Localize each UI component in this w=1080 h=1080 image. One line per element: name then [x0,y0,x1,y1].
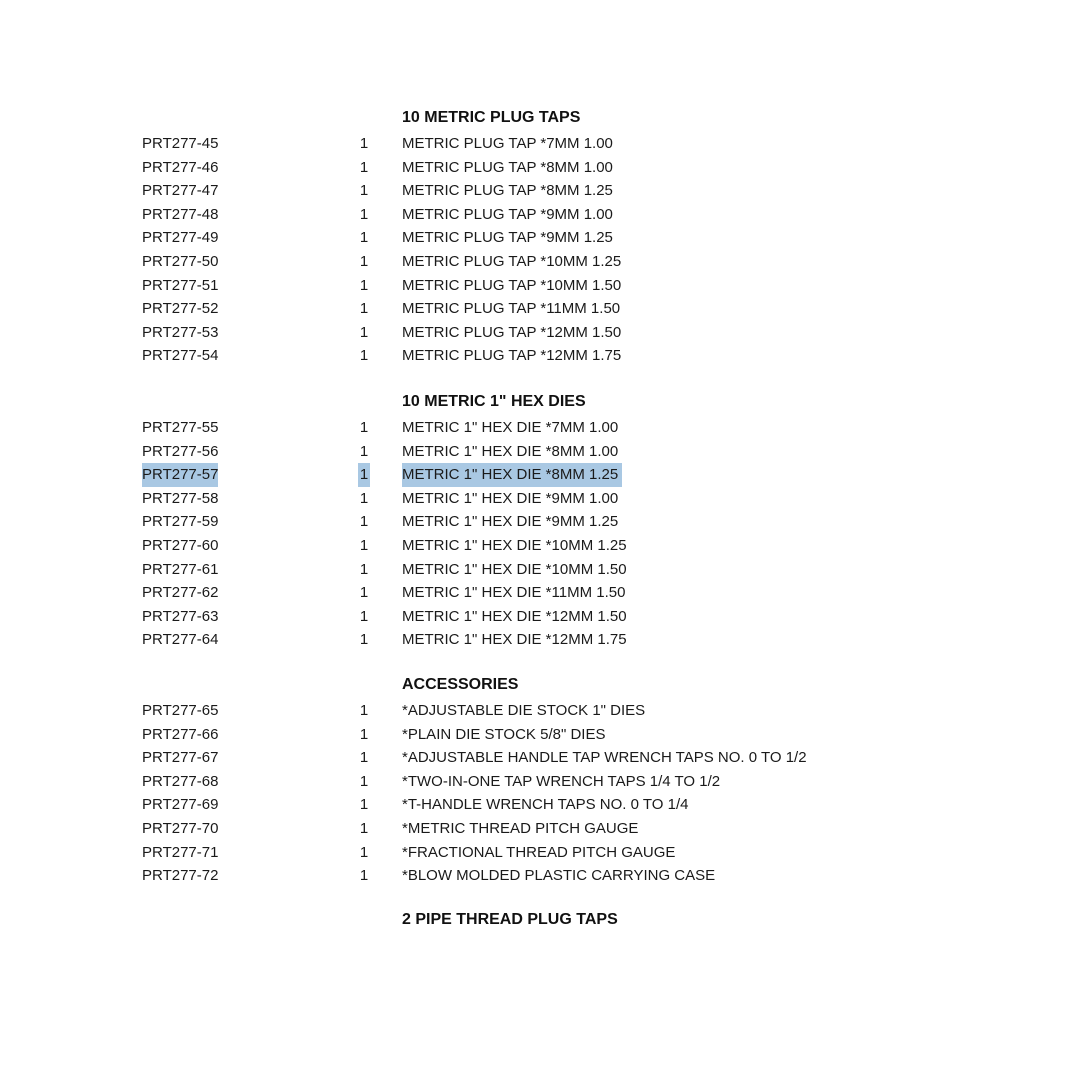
part-number: PRT277-45 [142,135,219,152]
description: METRIC 1" HEX DIE *12MM 1.75 [402,631,627,649]
quantity: 1 [359,347,369,365]
table-row[interactable] [0,487,1080,511]
table-row[interactable] [0,793,1080,817]
quantity: 1 [359,560,369,578]
description: METRIC PLUG TAP *8MM 1.00 [402,158,613,176]
table-row[interactable] [0,321,1080,345]
table-row[interactable] [0,226,1080,250]
quantity: 1 [359,205,369,223]
description: METRIC PLUG TAP *9MM 1.25 [402,229,613,247]
part-number: PRT277-66 [142,725,219,743]
table-row[interactable] [0,344,1080,368]
quantity: 1 [359,843,369,861]
part-number: PRT277-71 [142,843,219,861]
quantity: 1 [358,463,370,487]
description: *T-HANDLE WRENCH TAPS NO. 0 TO 1/4 [402,796,689,814]
quantity: 1 [359,276,369,294]
quantity: 1 [359,158,369,176]
table-row[interactable] [0,463,1080,487]
table-row[interactable] [0,156,1080,180]
part-number: PRT277-60 [142,536,219,554]
table-row[interactable] [0,179,1080,203]
table-row[interactable] [0,274,1080,298]
part-number: PRT277-46 [142,158,219,176]
table-row[interactable] [0,605,1080,629]
description: METRIC 1" HEX DIE *7MM 1.00 [402,419,619,436]
quantity: 1 [359,229,369,247]
table-row[interactable] [0,440,1080,464]
table-row[interactable] [0,770,1080,794]
part-number: PRT277-49 [142,229,219,247]
quantity: 1 [359,536,369,554]
table-row[interactable] [0,864,1080,888]
description: METRIC 1" HEX DIE *8MM 1.25 [402,463,622,487]
table-row[interactable] [0,416,1080,440]
section-heading: 10 METRIC 1" HEX DIES [402,393,586,410]
description: *ADJUSTABLE DIE STOCK 1" DIES [402,702,646,719]
part-number: PRT277-50 [142,252,219,270]
description: *ADJUSTABLE HANDLE TAP WRENCH TAPS NO. 0 TO 1/2 [402,749,807,767]
description: METRIC PLUG TAP *10MM 1.50 [402,276,622,294]
part-number: PRT277-48 [142,205,219,223]
part-number: PRT277-55 [142,419,219,436]
quantity: 1 [359,442,369,460]
quantity: 1 [359,749,369,767]
description: METRIC PLUG TAP *9MM 1.00 [402,205,613,223]
quantity: 1 [359,772,369,790]
description: METRIC 1" HEX DIE *11MM 1.50 [402,584,626,602]
table-row[interactable] [0,699,1080,723]
description: METRIC PLUG TAP *10MM 1.25 [402,252,622,270]
table-row[interactable] [0,510,1080,534]
table-row[interactable] [0,628,1080,652]
quantity: 1 [359,135,369,152]
table-row[interactable] [0,723,1080,747]
quantity: 1 [359,702,369,719]
table-row[interactable] [0,250,1080,274]
quantity: 1 [359,182,369,200]
part-number: PRT277-47 [142,182,219,200]
part-number: PRT277-67 [142,749,219,767]
part-number: PRT277-65 [142,702,219,719]
quantity: 1 [359,796,369,814]
part-number: PRT277-70 [142,819,219,837]
quantity: 1 [359,513,369,531]
quantity: 1 [359,323,369,341]
part-number: PRT277-63 [142,607,219,625]
part-number: PRT277-58 [142,489,219,507]
section-heading: 10 METRIC PLUG TAPS [402,109,581,126]
description: METRIC 1" HEX DIE *12MM 1.50 [402,607,627,625]
quantity: 1 [359,489,369,507]
parts-list [0,699,1080,888]
description: METRIC PLUG TAP *8MM 1.25 [402,182,613,200]
description: METRIC 1" HEX DIE *10MM 1.25 [402,536,627,554]
quantity: 1 [359,252,369,270]
description: *METRIC THREAD PITCH GAUGE [402,819,639,837]
description: METRIC 1" HEX DIE *9MM 1.00 [402,489,619,507]
table-row[interactable] [0,203,1080,227]
part-number: PRT277-61 [142,560,219,578]
description: *BLOW MOLDED PLASTIC CARRYING CASE [402,867,716,885]
part-number: PRT277-51 [142,276,219,294]
description: *PLAIN DIE STOCK 5/8" DIES [402,725,606,743]
part-number: PRT277-72 [142,867,219,885]
part-number: PRT277-57 [142,463,218,487]
part-number: PRT277-59 [142,513,219,531]
description: METRIC PLUG TAP *12MM 1.75 [402,347,622,365]
quantity: 1 [359,419,369,436]
table-row[interactable] [0,297,1080,321]
description: METRIC 1" HEX DIE *8MM 1.00 [402,442,619,460]
description: METRIC PLUG TAP *12MM 1.50 [402,323,622,341]
quantity: 1 [359,725,369,743]
part-number: PRT277-62 [142,584,219,602]
quantity: 1 [359,819,369,837]
quantity: 1 [359,867,369,885]
table-row[interactable] [0,534,1080,558]
parts-list [0,416,1080,652]
table-row[interactable] [0,817,1080,841]
table-row[interactable] [0,841,1080,865]
section-heading: ACCESSORIES [402,676,519,693]
part-number: PRT277-53 [142,323,219,341]
section-heading: 2 PIPE THREAD PLUG TAPS [402,911,618,928]
description: METRIC 1" HEX DIE *9MM 1.25 [402,513,619,531]
quantity: 1 [359,631,369,649]
quantity: 1 [359,300,369,318]
part-number: PRT277-56 [142,442,219,460]
quantity: 1 [359,607,369,625]
part-number: PRT277-54 [142,347,219,365]
description: METRIC PLUG TAP *7MM 1.00 [402,135,613,152]
table-row[interactable] [0,581,1080,605]
table-row[interactable] [0,558,1080,582]
part-number: PRT277-68 [142,772,219,790]
table-row[interactable] [0,132,1080,156]
part-number: PRT277-69 [142,796,219,814]
table-row[interactable] [0,746,1080,770]
description: METRIC 1" HEX DIE *10MM 1.50 [402,560,627,578]
part-number: PRT277-64 [142,631,219,649]
quantity: 1 [359,584,369,602]
part-number: PRT277-52 [142,300,219,318]
description: *TWO-IN-ONE TAP WRENCH TAPS 1/4 TO 1/2 [402,772,721,790]
description: *FRACTIONAL THREAD PITCH GAUGE [402,843,676,861]
parts-list [0,132,1080,368]
description: METRIC PLUG TAP *11MM 1.50 [402,300,621,318]
